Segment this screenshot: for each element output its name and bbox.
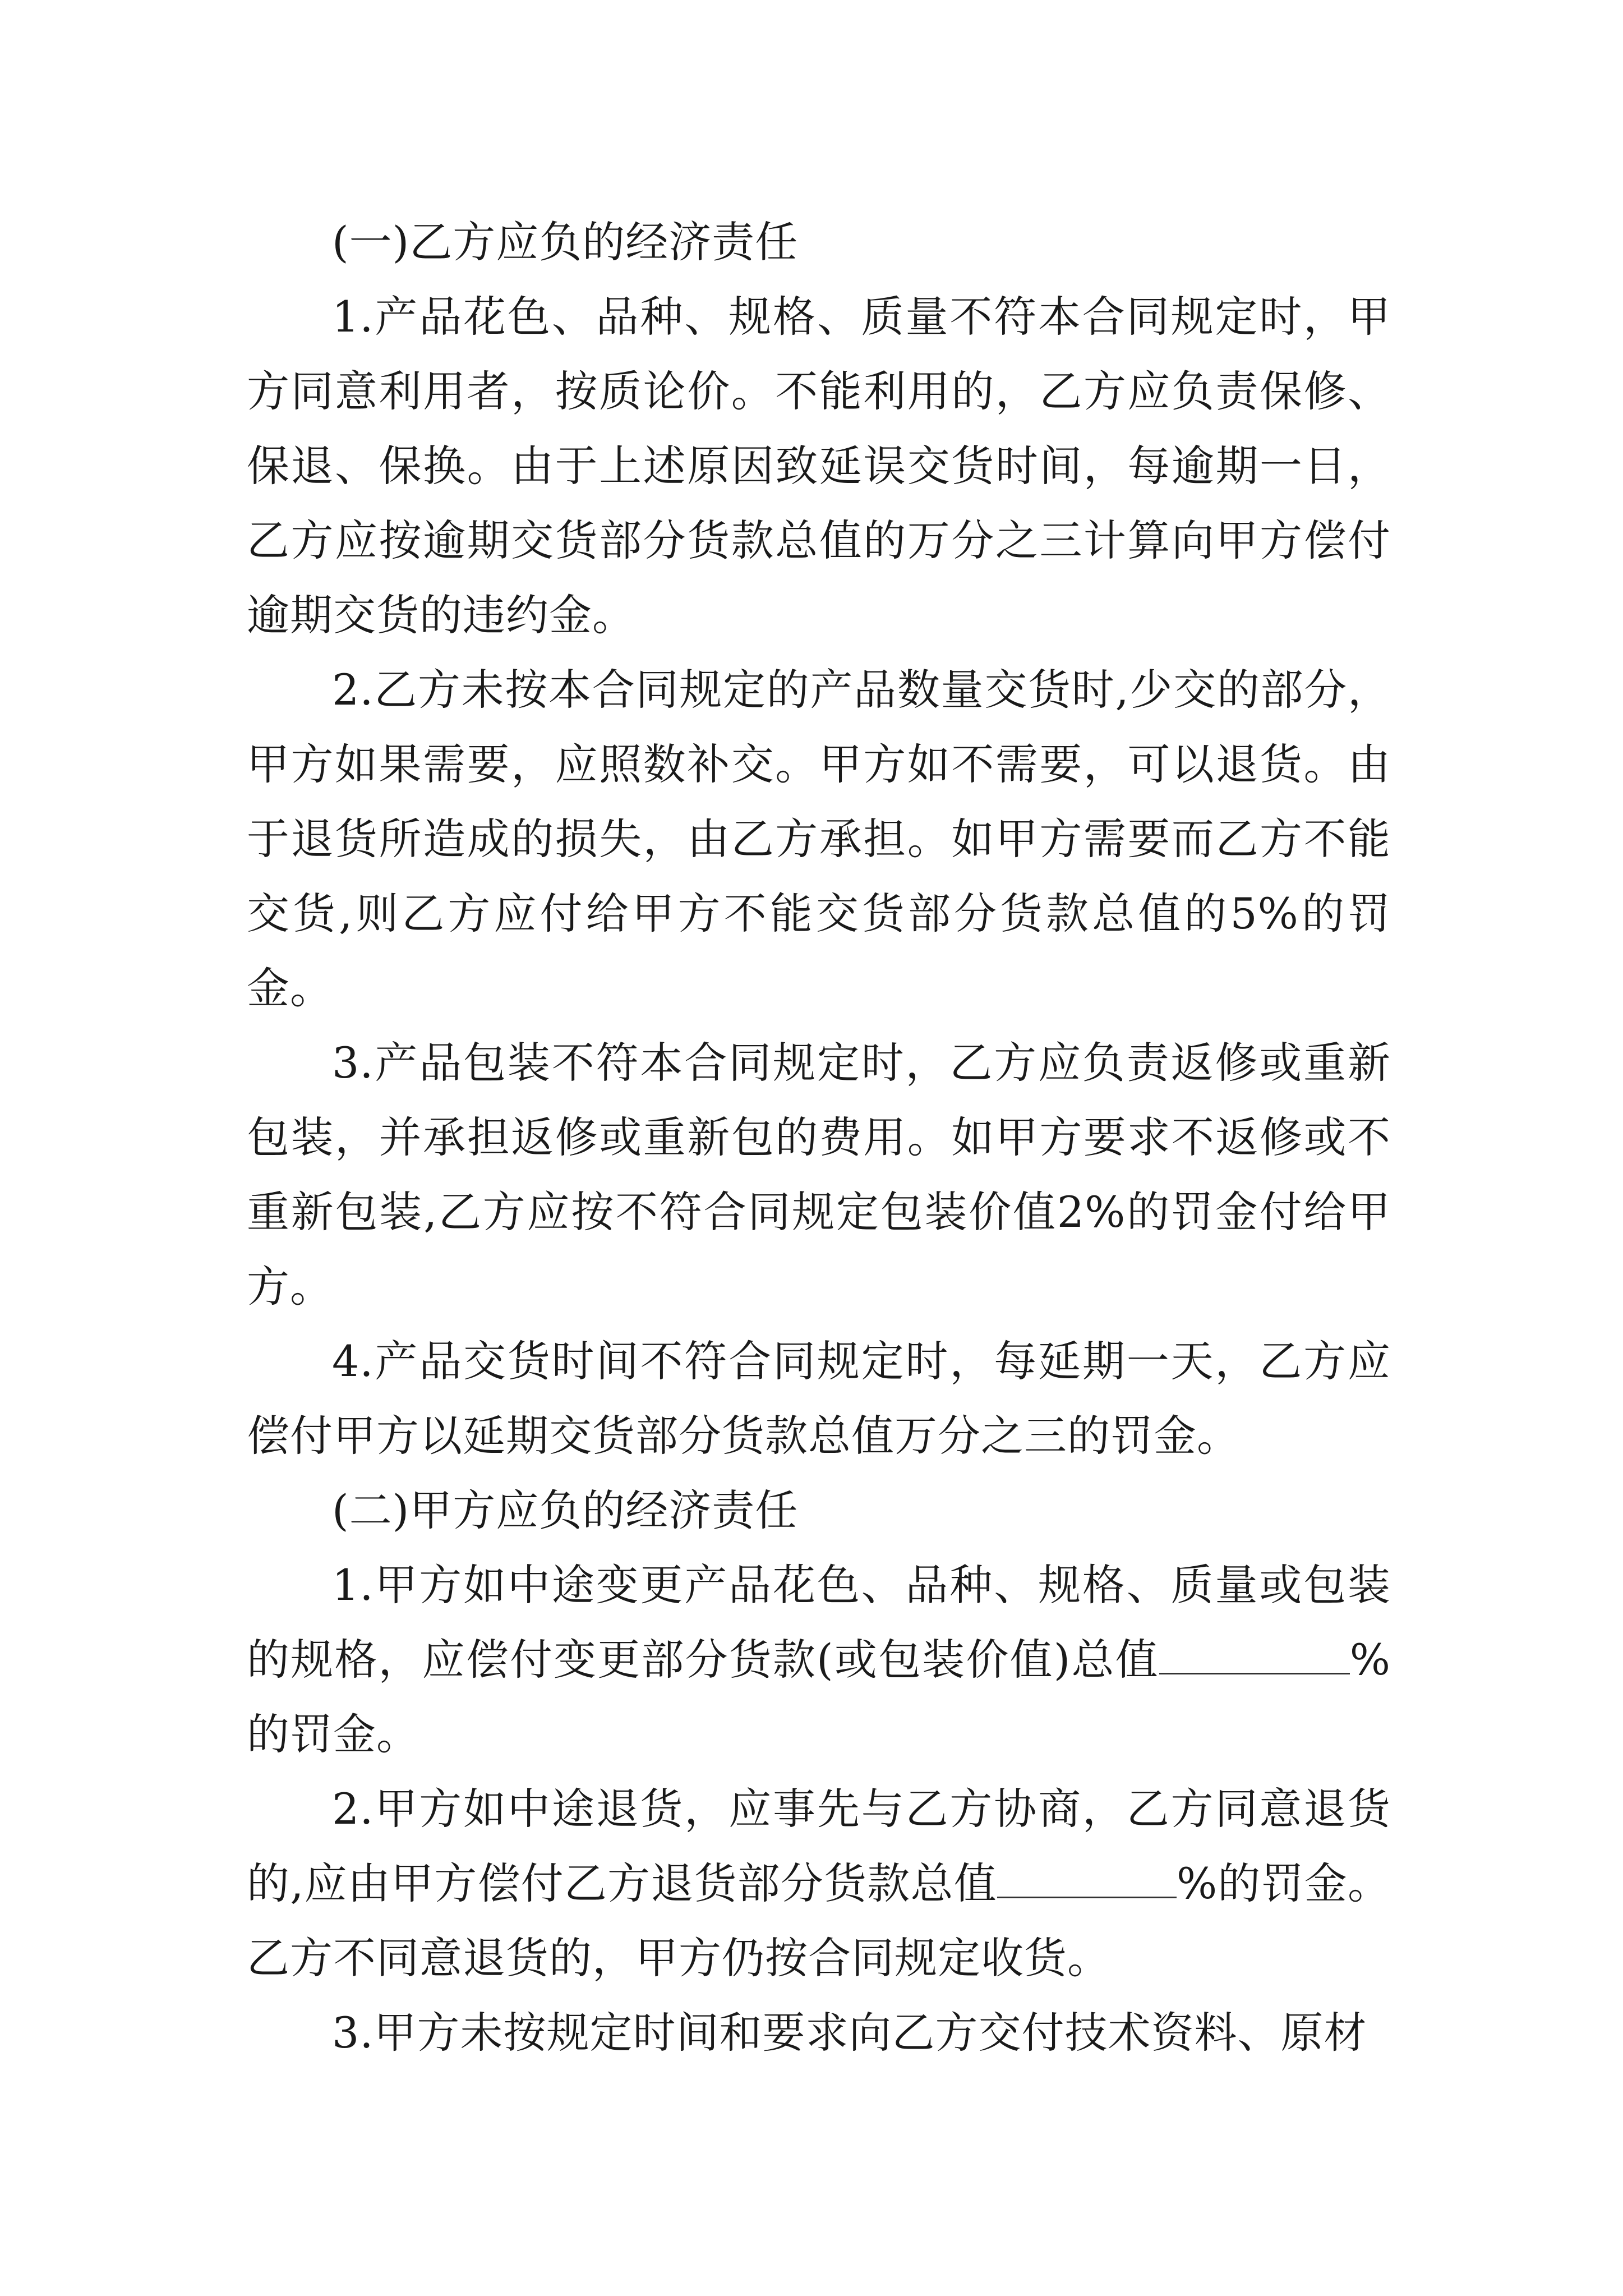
section-1-item-1: 1.产品花色、品种、规格、质量不符本合同规定时，甲方同意利用者，按质论价。不能利用的，乙方应负责保修、保退、保换。由于上述原因致延误交货时间，每逾期一日，乙方应按逾期交货部分货款总值的万分之三计算向甲方偿付逾期交货的违约金。 <box>247 292 1391 640</box>
section-1-item-4: 4.产品交货时间不符合同规定时，每延期一天，乙方应偿付甲方以延期交货部分货款总值万分之三的罚金。 <box>247 1336 1391 1461</box>
section-2-item-2-text: 2.甲方如中途退货，应事先与乙方协商，乙方同意退货的,应由甲方偿付乙方退货部分货款总值 <box>247 1784 1391 1908</box>
document-body <box>247 205 1391 2070</box>
section-2-item-1-suffix: %的罚金。 <box>247 1635 1391 1759</box>
section-2-item-1 <box>247 1548 1391 1772</box>
section-1-item-2: 2.乙方未按本合同规定的产品数量交货时,少交的部分，甲方如果需要，应照数补交。甲方如不需要，可以退货。由于退货所造成的损失，由乙方承担。如甲方需要而乙方不能交货,则乙方应付给甲方不能交货部分货款总值的5%的罚金。 <box>247 665 1391 1013</box>
section-2-item-2-suffix: %的罚金。乙方不同意退货的，甲方仍按合同规定收货。 <box>247 1858 1391 1983</box>
section-2-item-3: 3.甲方未按规定时间和要求向乙方交付技术资料、原材 <box>332 2008 1367 2058</box>
fill-in-blank <box>1159 1639 1350 1674</box>
fill-in-blank <box>997 1863 1177 1898</box>
section-2-heading: (二)甲方应负的经济责任 <box>332 1485 799 1535</box>
section-2-item-1-text: 1.甲方如中途变更产品花色、品种、规格、质量或包装的规格，应偿付变更部分货款(或包装价值)总值 <box>247 1560 1391 1685</box>
section-1-item-3: 3.产品包装不符本合同规定时，乙方应负责返修或重新包装，并承担返修或重新包的费用。如甲方要求不返修或不重新包装,乙方应按不符合同规定包装价值2%的罚金付给甲方。 <box>247 1038 1391 1312</box>
section-1-heading: (一)乙方应负的经济责任 <box>332 217 799 267</box>
section-2-item-2 <box>247 1772 1391 1995</box>
